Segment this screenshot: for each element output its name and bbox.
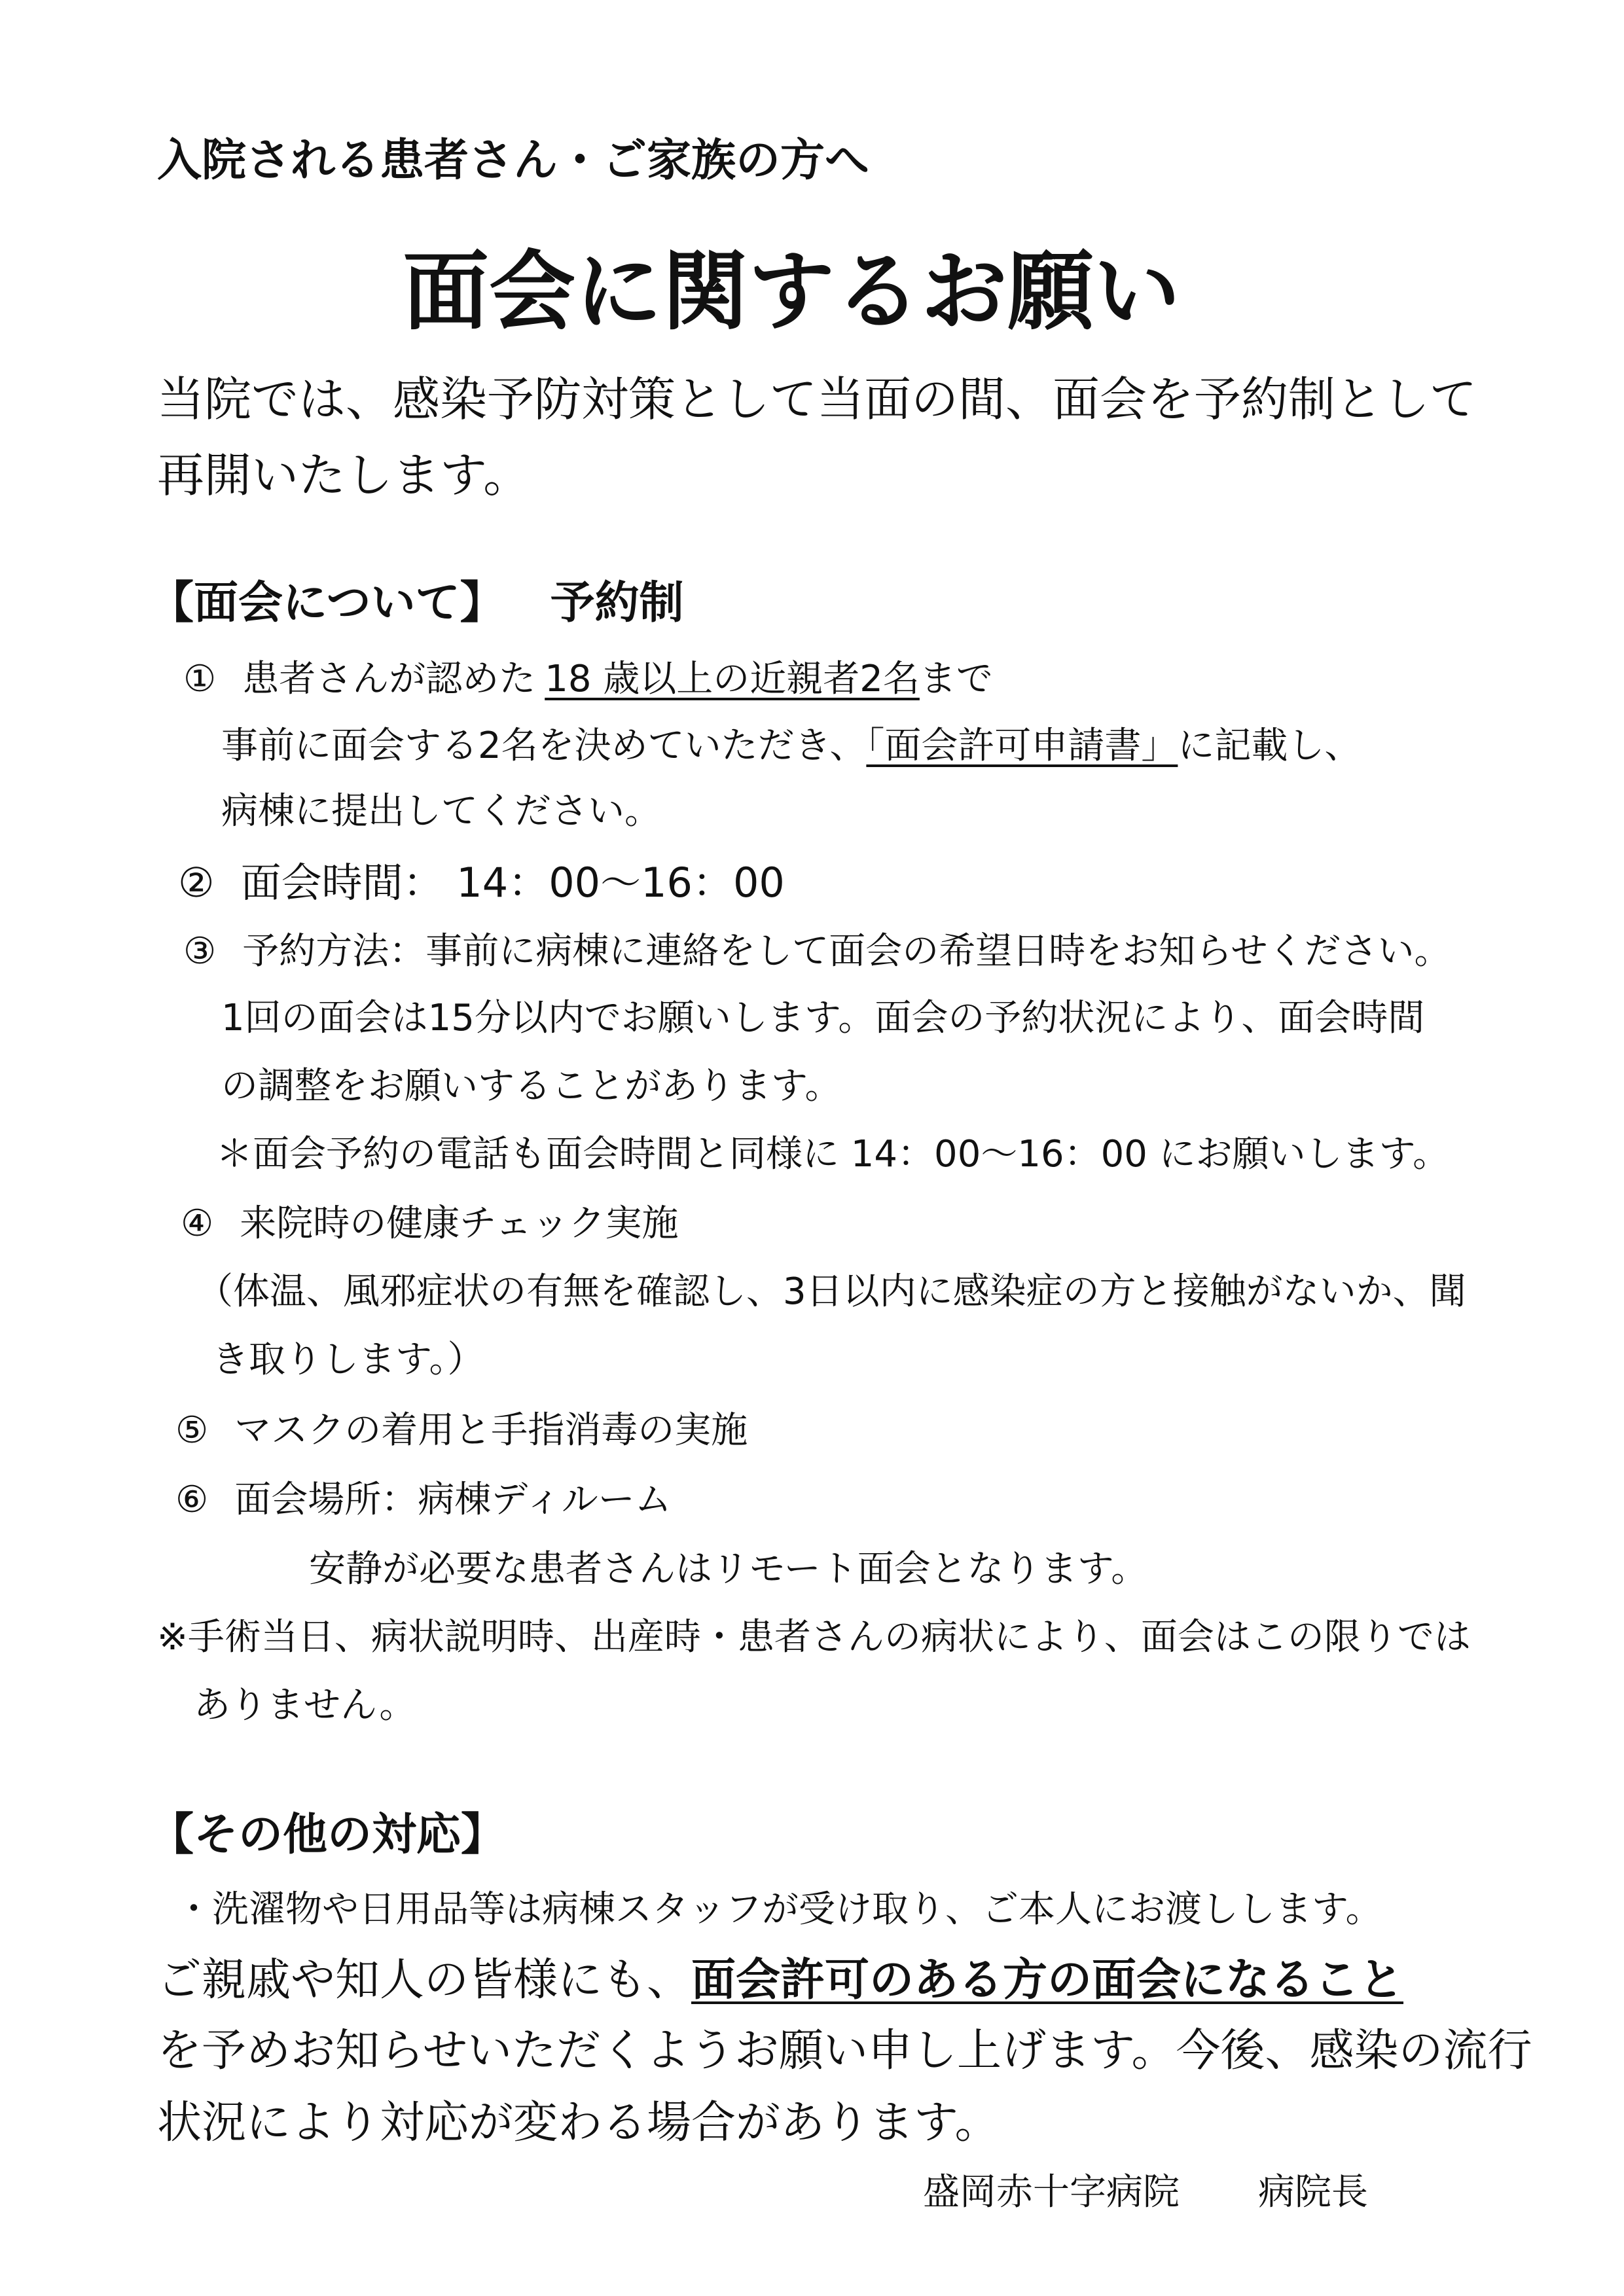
item-3-line-4: ＊面会予約の電話も面会時間と同様に 14：00～16：00 にお願いします。	[216, 1133, 1450, 1175]
note-line-1: ※手術当日、病状説明時、出産時・患者さんの病状により、面会はこの限りでは	[157, 1616, 1471, 1659]
intro-line-2: 再開いたします。	[157, 448, 531, 503]
item-3-line-2: 1回の面会は15分以内でお願いします。面会の予約状況により、面会時間	[221, 997, 1425, 1039]
item-3-line-1	[183, 930, 1451, 973]
item-1-line-1	[183, 658, 993, 700]
item-1-pre: 患者さんが認めた	[242, 658, 536, 700]
item-4-line-1	[181, 1202, 679, 1245]
section-heading-label: 【面会について】	[149, 577, 505, 629]
item-4-marker: ④	[181, 1202, 214, 1245]
signature-org: 盛岡赤十字病院	[923, 2171, 1180, 2214]
item-4-line-2: （体温、風邪症状の有無を確認し、3日以内に感染症の方と接触がないか、聞	[196, 1270, 1466, 1313]
item-3-text: 予約方法：事前に病棟に連絡をして面会の希望日時をお知らせください。	[242, 930, 1451, 973]
item-1-marker: ①	[183, 658, 217, 700]
section-heading-suffix: 予約制	[550, 577, 684, 629]
item-1-form-name: 「面会許可申請書」	[866, 725, 1178, 767]
item-4-text: 来院時の健康チェック実施	[240, 1202, 679, 1245]
item-4-line-3: き取りします。）	[212, 1338, 484, 1381]
closing-line-1-pre: ご親戚や知人の皆様にも、	[157, 1954, 692, 2006]
audience-line: 入院される患者さん・ご家族の方へ	[157, 135, 870, 187]
closing-emphasis: 面会許可のある方の面会になること	[691, 1954, 1404, 2006]
section-heading-visits	[149, 577, 684, 629]
page-title: 面会に関するお願い	[403, 242, 1180, 342]
item-1-underlined: 18 歳以上の近親者2名	[545, 658, 920, 700]
intro-line-1: 当院では、感染予防対策として当面の間、面会を予約制として	[157, 372, 1477, 427]
item-5-marker: ⑤	[175, 1409, 209, 1452]
signature	[923, 2171, 1368, 2214]
signature-role: 病院長	[1258, 2171, 1368, 2214]
item-5	[175, 1409, 748, 1452]
item-6-text: 面会場所：病棟ディルーム	[234, 1479, 672, 1521]
closing-line-2: を予めお知らせいただくようお願い申し上げます。今後、感染の流行	[157, 2025, 1532, 2077]
item-1-post: まで	[919, 658, 993, 700]
item-3-marker: ③	[183, 930, 217, 973]
item-1-line-2-pre: 事前に面会する2名を決めていただき、	[221, 725, 867, 767]
item-1-line-2	[221, 725, 1362, 767]
item-3-line-3: の調整をお願いすることがあります。	[221, 1065, 842, 1107]
item-1-line-2-post: に記載し、	[1178, 725, 1362, 767]
closing-line-3: 状況により対応が変わる場合があります。	[157, 2097, 1000, 2149]
section-heading-other: 【その他の対応】	[149, 1809, 506, 1861]
item-2	[178, 859, 785, 906]
item-2-text: 面会時間： 14：00～16：00	[240, 859, 785, 906]
item-5-text: マスクの着用と手指消毒の実施	[234, 1409, 748, 1452]
other-item: ・洗濯物や日用品等は病棟スタッフが受け取り、ご本人にお渡しします。	[175, 1888, 1382, 1931]
closing-line-1	[157, 1954, 1404, 2006]
item-6-line-2: 安静が必要な患者さんはリモート面会となります。	[309, 1548, 1148, 1590]
item-2-marker: ②	[178, 859, 215, 906]
item-6-line-1	[175, 1479, 672, 1521]
item-6-marker: ⑥	[175, 1479, 209, 1521]
item-1-line-3: 病棟に提出してください。	[221, 790, 661, 833]
note-line-2: ありません。	[194, 1684, 416, 1727]
